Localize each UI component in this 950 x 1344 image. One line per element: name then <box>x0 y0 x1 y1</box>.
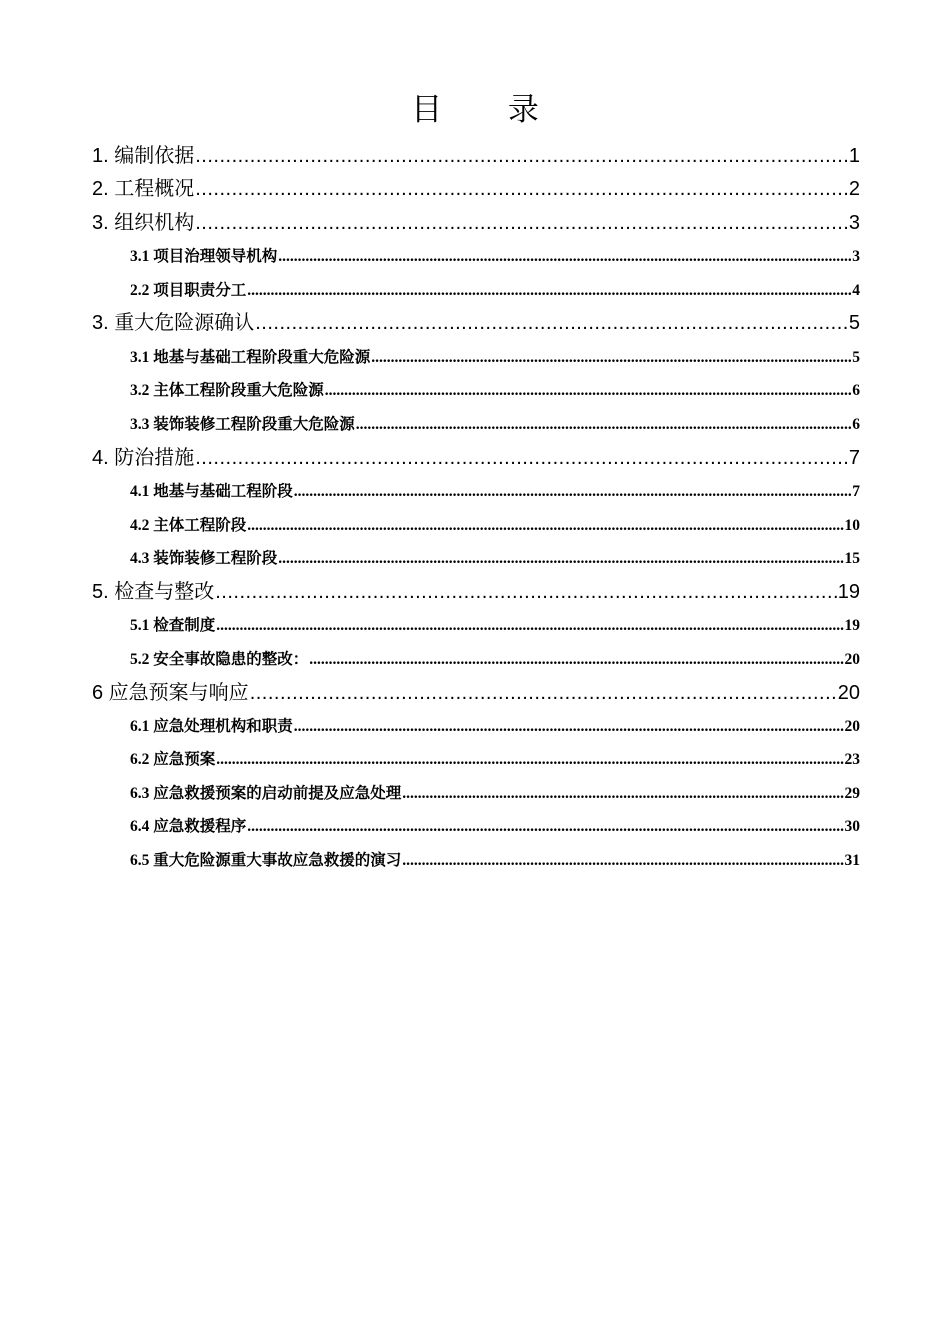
toc-subentry <box>130 513 860 539</box>
toc-leader-dots <box>216 747 843 773</box>
toc-entry-label: 3.2 主体工程阶段重大危险源 <box>130 382 324 399</box>
toc-entry-page: 23 <box>844 751 860 768</box>
toc-entry-label: 4. 防治措施 <box>92 447 195 469</box>
toc-leader-dots <box>195 174 848 204</box>
toc-entry-label: 4.3 装饰装修工程阶段 <box>130 550 278 567</box>
toc-entry-label: 3.3 装饰装修工程阶段重大危险源 <box>130 416 355 433</box>
toc-entry-label: 5.2 安全事故隐患的整改： <box>130 651 309 668</box>
toc-leader-dots <box>247 513 843 539</box>
toc-entry-page: 10 <box>844 517 860 534</box>
toc-entry-label: 3.1 项目治理领导机构 <box>130 248 278 265</box>
toc-entry-page: 6 <box>852 416 860 433</box>
toc-entry-page: 29 <box>844 785 860 802</box>
toc-entry-label: 2.2 项目职责分工 <box>130 282 247 299</box>
toc-entry-page: 3 <box>848 212 860 234</box>
toc-entry-label: 6.1 应急处理机构和职责 <box>130 718 293 735</box>
toc-leader-dots <box>216 613 843 639</box>
toc-subentry <box>130 244 860 270</box>
toc-subentry <box>130 479 860 505</box>
toc-entry-page: 15 <box>844 550 860 567</box>
toc-entry <box>92 577 860 607</box>
toc-title: 目 录 <box>411 92 567 128</box>
toc-subentry <box>130 747 860 773</box>
toc-leader-dots <box>309 647 843 673</box>
toc-leader-dots <box>278 244 851 270</box>
toc-entry-page: 19 <box>837 581 860 603</box>
toc-entry-page: 20 <box>837 682 860 704</box>
toc-entry-page: 3 <box>852 248 860 265</box>
toc-entry-label: 4.1 地基与基础工程阶段 <box>130 483 293 500</box>
toc-entry-page: 5 <box>848 312 860 334</box>
toc-entry <box>92 141 860 171</box>
toc-subentry <box>130 781 860 807</box>
toc-entry-label: 6.3 应急救援预案的启动前提及应急处理 <box>130 785 402 802</box>
toc-subentry <box>130 647 860 673</box>
toc-entry-label: 3.1 地基与基础工程阶段重大危险源 <box>130 349 371 366</box>
toc-entry-page: 1 <box>848 145 860 167</box>
toc-leader-dots <box>195 208 848 238</box>
toc-entry <box>92 208 860 238</box>
toc-entry-page: 20 <box>844 718 860 735</box>
toc-leader-dots <box>215 577 837 607</box>
toc-entry-page: 6 <box>852 382 860 399</box>
toc-entry-label: 6.5 重大危险源重大事故应急救援的演习 <box>130 852 402 869</box>
toc-leader-dots <box>402 848 843 874</box>
toc-leader-dots <box>325 378 851 404</box>
toc-leader-dots <box>247 814 843 840</box>
toc-leader-dots <box>278 546 843 572</box>
toc-entry <box>92 308 860 338</box>
toc-leader-dots <box>255 308 848 338</box>
toc-entry <box>92 678 860 708</box>
toc-entry-page: 20 <box>844 651 860 668</box>
toc-subentry <box>130 546 860 572</box>
toc-entry-label: 3. 重大危险源确认 <box>92 312 255 334</box>
toc-entry-label: 6.4 应急救援程序 <box>130 818 247 835</box>
toc-subentry <box>130 345 860 371</box>
toc-subentry <box>130 378 860 404</box>
toc-leader-dots <box>356 412 851 438</box>
toc-entry <box>92 174 860 204</box>
toc-subentry <box>130 714 860 740</box>
toc-subentry <box>130 848 860 874</box>
toc-entry-label: 1. 编制依据 <box>92 145 195 167</box>
toc-leader-dots <box>247 278 851 304</box>
toc-subentry <box>130 412 860 438</box>
toc-entry-page: 30 <box>844 818 860 835</box>
toc-leader-dots <box>402 781 843 807</box>
toc-entry-label: 4.2 主体工程阶段 <box>130 517 247 534</box>
toc-leader-dots <box>250 678 837 708</box>
toc-entry-page: 31 <box>844 852 860 869</box>
toc-entry-label: 6.2 应急预案 <box>130 751 216 768</box>
toc-entry-page: 19 <box>844 617 860 634</box>
toc-entry-label: 5. 检查与整改 <box>92 581 215 603</box>
toc-leader-dots <box>294 714 844 740</box>
toc-entry <box>92 443 860 473</box>
toc-entry-page: 4 <box>852 282 860 299</box>
toc-entry-label: 2. 工程概况 <box>92 178 195 200</box>
toc-leader-dots <box>195 141 848 171</box>
toc-entry-label: 5.1 检查制度 <box>130 617 216 634</box>
toc-entry-page: 2 <box>848 178 860 200</box>
toc-leader-dots <box>195 443 848 473</box>
toc-entry-page: 7 <box>852 483 860 500</box>
toc-leader-dots <box>371 345 851 371</box>
toc-entry-page: 7 <box>848 447 860 469</box>
toc-entry-page: 5 <box>852 349 860 366</box>
toc-subentry <box>130 278 860 304</box>
toc-entry-label: 3. 组织机构 <box>92 212 195 234</box>
toc-subentry <box>130 613 860 639</box>
toc-subentry <box>130 814 860 840</box>
toc-leader-dots <box>294 479 851 505</box>
toc-entry-label: 6 应急预案与响应 <box>92 682 249 704</box>
